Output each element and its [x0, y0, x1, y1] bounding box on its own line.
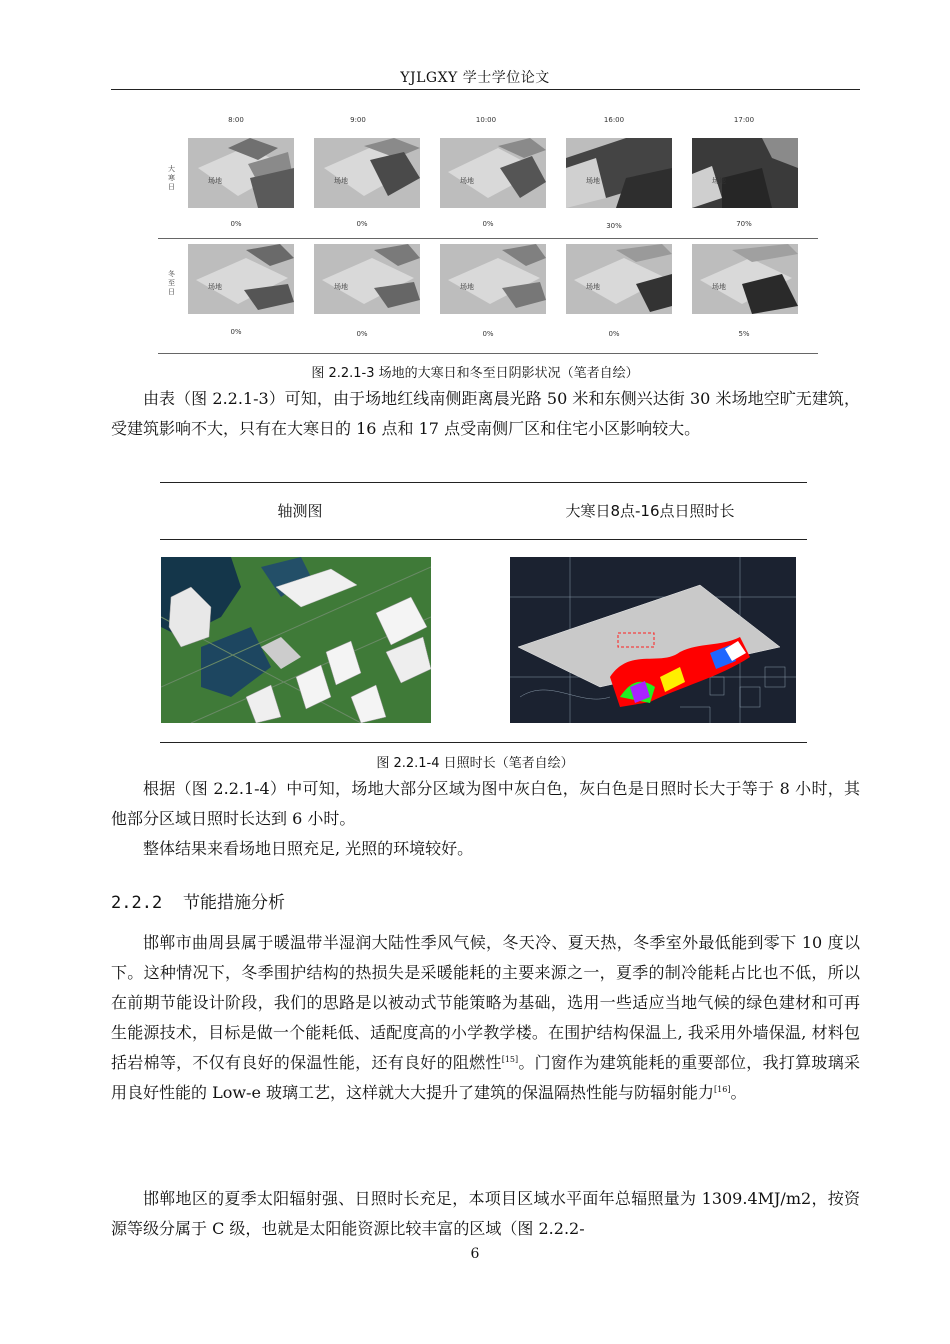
body-paragraph — [111, 928, 860, 1108]
shadow-percent: 0% — [482, 330, 494, 338]
figure-top-rule — [160, 482, 807, 483]
sunlight-title: 大寒日8点-16点日照时长 — [565, 502, 735, 520]
site-label: 场地 — [208, 283, 222, 291]
site-label: 场地 — [460, 283, 474, 291]
shadow-thumbnail — [566, 138, 672, 208]
section-number: 2.2.2 — [111, 893, 163, 913]
paragraph-text: 整体结果来看场地日照充足, 光照的环境较好。 — [143, 839, 474, 858]
site-label: 场地 — [712, 177, 726, 185]
time-label: 8:00 — [228, 116, 244, 124]
body-paragraph — [111, 384, 860, 444]
site-label: 场地 — [460, 177, 474, 185]
shadow-percent: 30% — [606, 222, 622, 230]
time-label: 10:00 — [475, 116, 497, 124]
row-label-dahan: 大寒日 — [168, 165, 175, 191]
shadow-percent: 5% — [738, 330, 750, 338]
paragraph-text: 由表（图 2.2.1-3）可知，由于场地红线南侧距离晨光路 50 米和东侧兴达街 30 米场地空旷无建筑，受建筑影响不大，只有在大寒日的 16 点和 17 点受南侧厂区和住宅小区影响较大。 — [111, 389, 860, 438]
shadow-thumbnail — [566, 244, 672, 314]
site-label: 场地 — [334, 283, 348, 291]
section-title: 节能措施分析 — [183, 893, 285, 913]
shadow-thumbnail — [188, 244, 294, 314]
shadow-percent: 0% — [608, 330, 620, 338]
row-label-dongzhi: 冬至日 — [168, 270, 175, 296]
shadow-percent: 0% — [356, 330, 368, 338]
site-label: 场地 — [334, 177, 348, 185]
time-label: 9:00 — [350, 116, 366, 124]
section-heading — [111, 888, 285, 913]
body-paragraph — [111, 774, 860, 864]
paragraph-text: 邯郸地区的夏季太阳辐射强、日照时长充足，本项目区域水平面年总辐照量为 1309.4MJ/m2，按资源等级分属于 C 级，也就是太阳能资源比较丰富的区域（图 2.2.2- — [111, 1189, 860, 1238]
time-label: 16:00 — [603, 116, 625, 124]
paragraph-text — [111, 928, 860, 1108]
figure-caption: 图 2.2.1-4 日照时长（笔者自绘） — [376, 756, 574, 771]
figure-caption: 图 2.2.1-3 场地的大寒日和冬至日阴影状况（笔者自绘） — [311, 366, 639, 381]
paragraph-text: 根据（图 2.2.1-4）中可知，场地大部分区域为图中灰白色，灰白色是日照时长大于等于 8 小时，其他部分区域日照时长达到 6 小时。 — [111, 779, 860, 828]
shadow-thumbnail — [692, 244, 798, 314]
running-header: YJLGXY 学士学位论文 — [400, 70, 550, 86]
site-label: 场地 — [586, 177, 600, 185]
time-label: 17:00 — [733, 116, 755, 124]
site-label: 场地 — [586, 283, 600, 291]
shadow-percent: 0% — [482, 220, 494, 228]
sunlight-analysis-image — [510, 557, 796, 723]
axonometric-title: 轴测图 — [277, 502, 323, 520]
shadow-thumbnail — [314, 244, 420, 314]
citation-ref: [16] — [714, 1085, 731, 1094]
shadow-percent: 0% — [230, 328, 242, 336]
shadow-percent: 0% — [230, 220, 242, 228]
figure-bottom-rule — [160, 742, 807, 743]
site-label: 场地 — [208, 177, 222, 185]
shadow-percent: 0% — [356, 220, 368, 228]
figure-header-rule — [160, 539, 807, 540]
shadow-thumbnail — [188, 138, 294, 208]
figure-bottom-rule — [158, 353, 818, 354]
site-label: 场地 — [712, 283, 726, 291]
figure-row-divider — [158, 238, 818, 239]
page-number: 6 — [470, 1246, 480, 1262]
shadow-thumbnail — [692, 138, 798, 208]
paragraph-segment: 。门窗作为建筑能耗的重要部位，我打算玻璃采用良好性能的 Low-e 玻璃工艺，这样就大大提升了建筑的保温隔热性能与防辐射能力 — [111, 1053, 860, 1102]
shadow-thumbnail — [440, 138, 546, 208]
shadow-percent: 70% — [736, 220, 752, 228]
axonometric-view-image — [161, 557, 431, 723]
header-rule — [111, 89, 860, 90]
shadow-thumbnail — [440, 244, 546, 314]
paragraph-segment: 。 — [730, 1083, 747, 1102]
body-paragraph — [111, 1184, 860, 1244]
paragraph-segment: 邯郸市曲周县属于暖温带半湿润大陆性季风气候，冬天冷、夏天热，冬季室外最低能到零下 10 度以下。这种情况下，冬季围护结构的热损失是采暖能耗的主要来源之一，夏季的制冷能耗占比也不低，所以在前期节能设计阶段，我们的思路是以被动式节能策略为基础，选用一些适应当地气候的绿色建材和可再生能源技术，目标是做一个能耗低、适配度高的小学教学楼。在围护结构保温上, 我采用外墙保温, 材料包括岩棉等，不仅有良好的保温性能，还有良好的阻燃性 — [111, 933, 860, 1072]
shadow-study-figure — [158, 110, 818, 355]
citation-ref: [15] — [501, 1055, 519, 1064]
shadow-thumbnail — [314, 138, 420, 208]
sunlight-duration-figure — [160, 482, 807, 744]
